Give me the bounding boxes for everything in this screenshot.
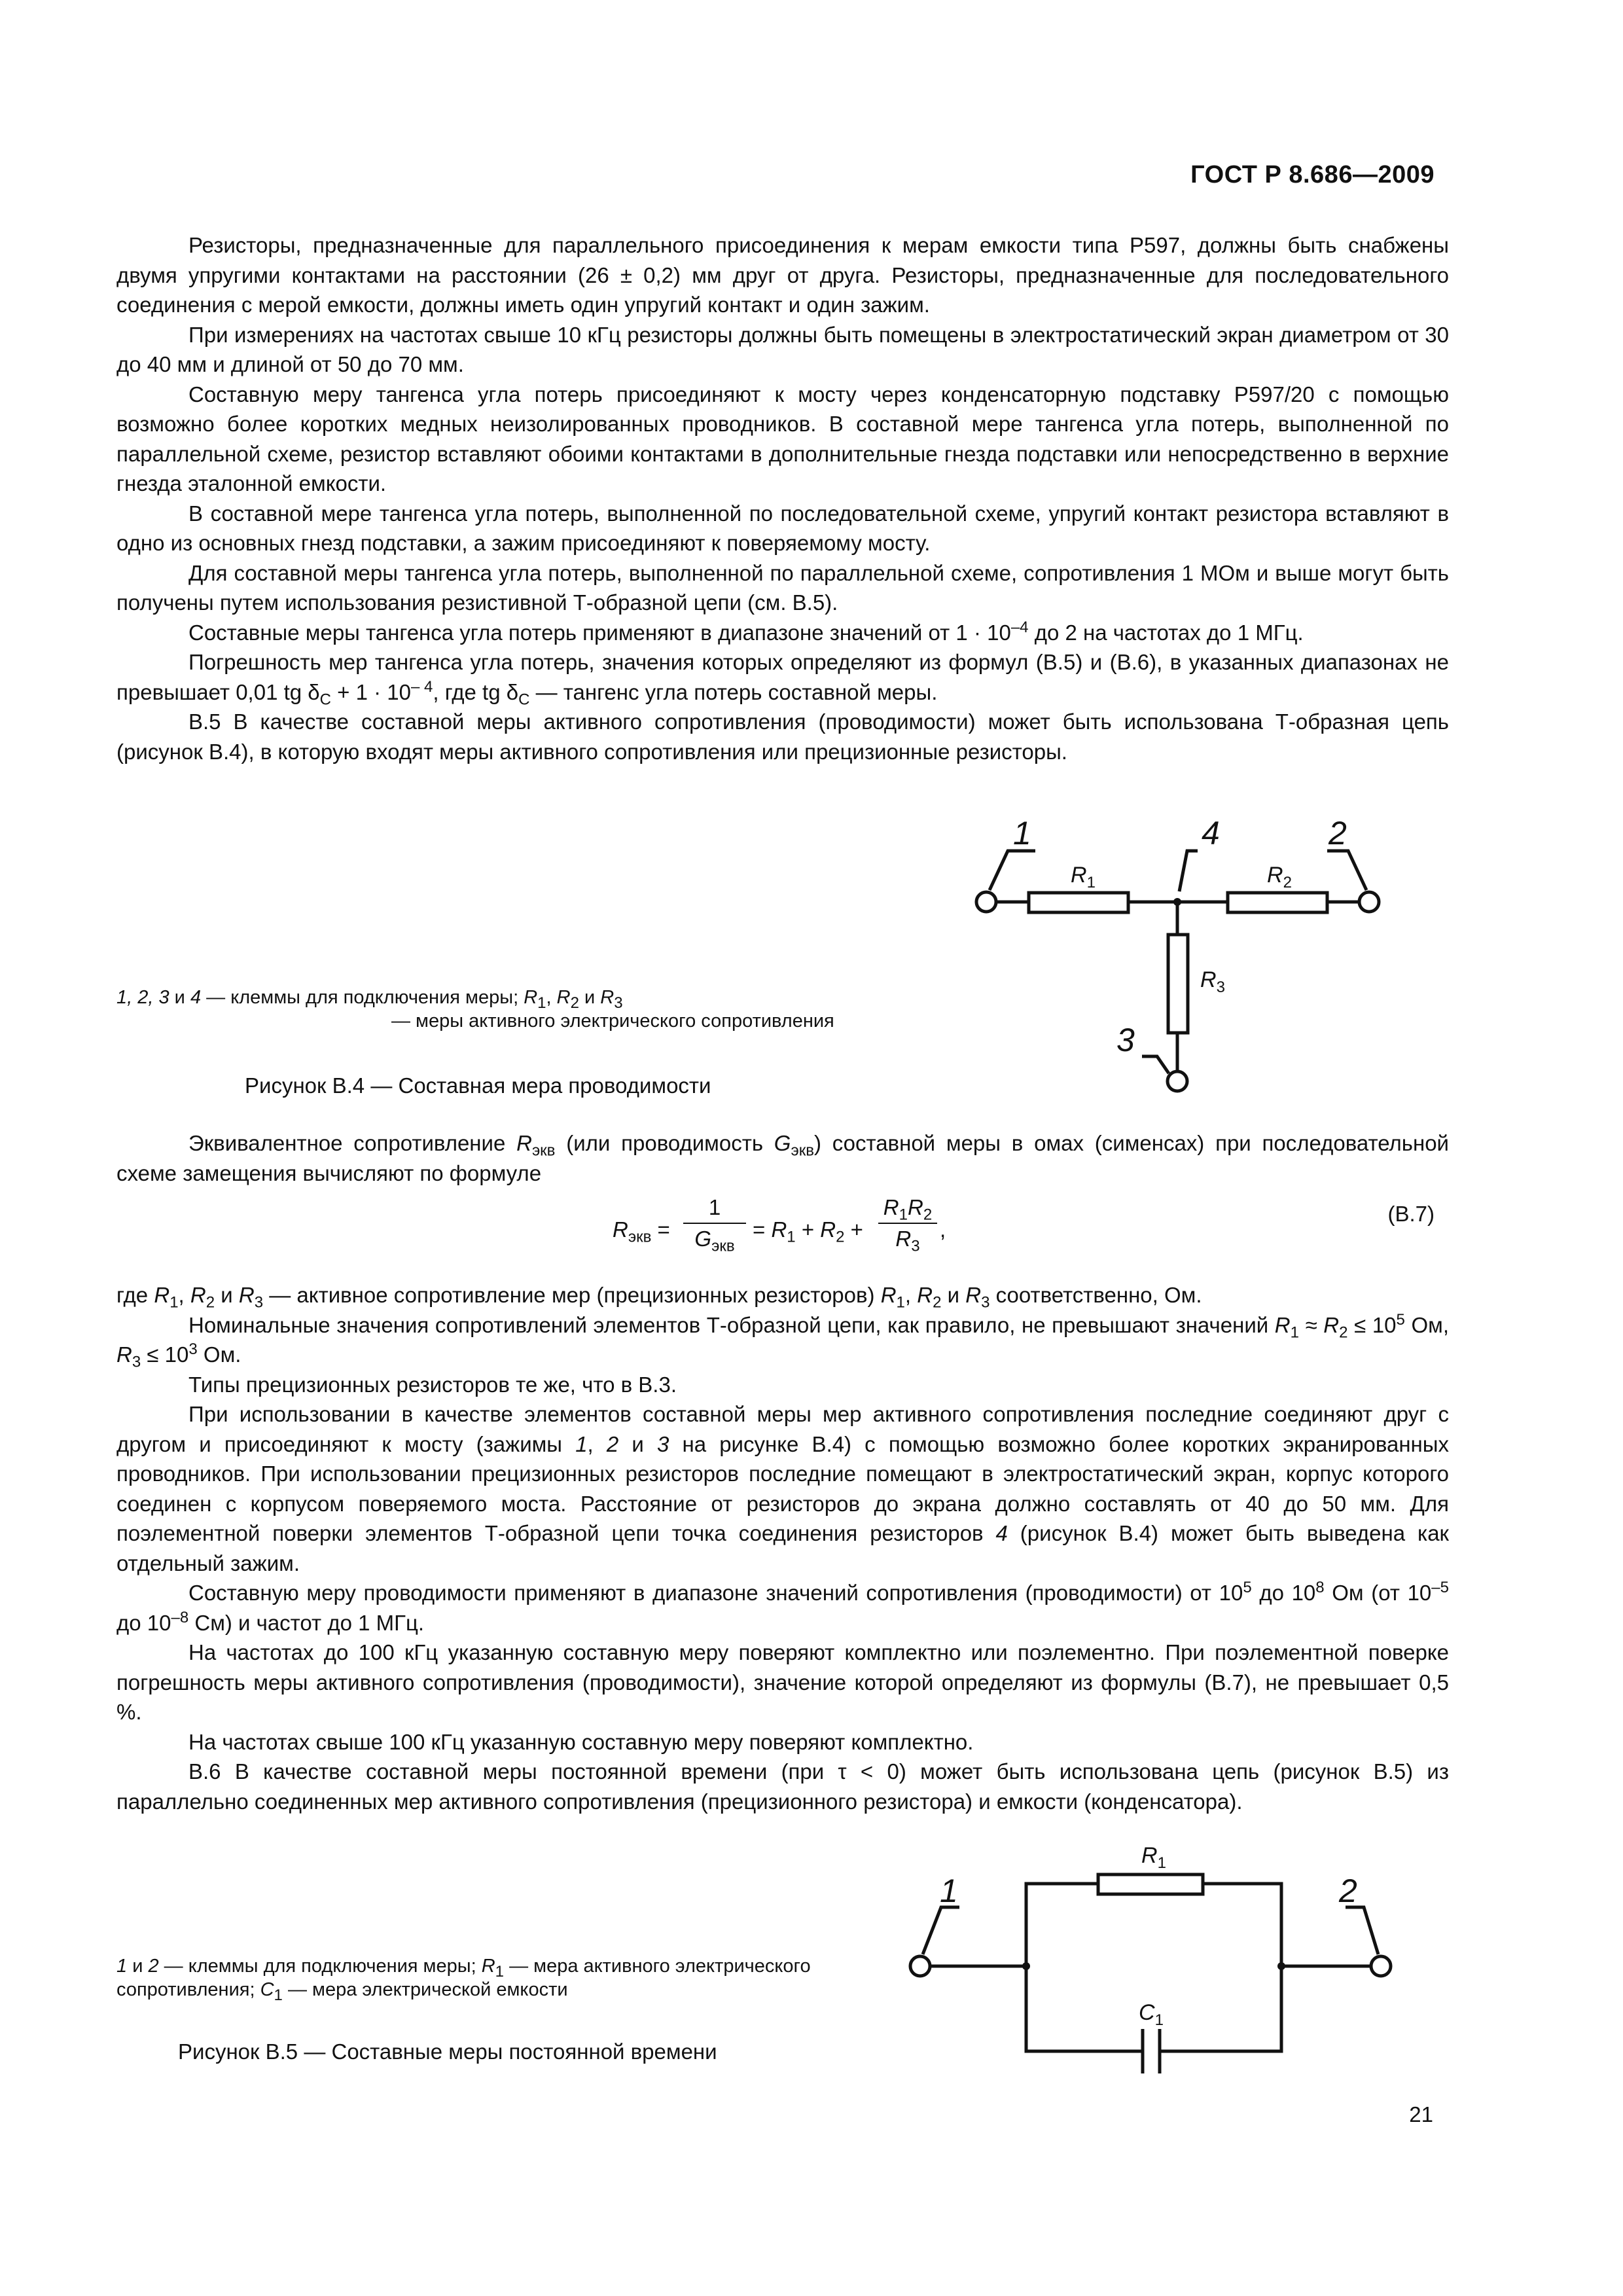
label-1: 1 bbox=[1013, 815, 1031, 852]
resistor-r1 bbox=[1029, 893, 1128, 912]
label-4: 4 bbox=[1202, 815, 1220, 852]
label-r3: $R_3$ bbox=[1200, 967, 1225, 996]
label-2: 2 bbox=[1329, 815, 1347, 852]
figure-b5-diagram bbox=[910, 1874, 1391, 2073]
fraction-1: 1 $G_{экв}$ bbox=[683, 1195, 746, 1251]
resistor-r3 bbox=[1168, 935, 1188, 1033]
paragraph: На частотах свыше 100 кГц указанную составную меру поверяют комплектно. bbox=[188, 1729, 974, 1754]
label-r2: $R_2$ bbox=[1267, 863, 1292, 891]
resistor-r2 bbox=[1228, 893, 1327, 912]
terminal-2 bbox=[1359, 892, 1379, 912]
figure-b4-legend: 1, 2, 3 и 4 — клеммы для подключения меры; $R_1$, $R_2$ и $R_3$ — меры активного электрического сопротивления bbox=[116, 987, 834, 1031]
label-1: 1 bbox=[940, 1873, 958, 1909]
resistor-r1 bbox=[1098, 1874, 1203, 1894]
paragraph: Номинальные значения сопротивлений элементов Т-образной цепи, как правило, не превышают значений $R_1 \approx R_2 \le 10^5$ Ом, $R_3 \le 10^3$ Ом. bbox=[116, 1310, 1450, 1371]
paragraph: Для составной меры тангенса угла потерь, выполненной по параллельной схеме, сопротивления 1 МОм и выше могут быть получены путем использования резистивной Т-образной цепи (см. В.5). bbox=[116, 560, 1449, 615]
paragraph: При использовании в качестве элементов составной меры мер активного сопротивления последние соединяют друг с другом и присоединяют к мосту (зажимы 1, 2 и 3 на рисунке В.4) с помощью возможно более коротких экранированных проводников. При использовании прецизионных резисторов последние помещают в электростатический экран, корпус которого соединен с корпусом поверяемого моста. Расстояние от резисторов до экрана должно составлять от 40 до 50 мм. Для поэлементной поверки элементов Т-образной цепи точка соединения резисторов 4 (рисунок В.4) может быть выведена как отдельный зажим. bbox=[116, 1402, 1450, 1575]
paragraph: Погрешность мер тангенса угла потерь, значения которых определяют из формул (В.5) и (В.6), в указанных диапазонах не превышает 0,01 tg $\delta_C + 1 \cdot 10^{- 4}$, где tg $\delta_C$ — тангенс угла потерь составной меры. bbox=[116, 650, 1449, 709]
paragraph: В составной мере тангенса угла потерь, выполненной по последовательной схеме, упругий контакт резистора вставляют в одно из основных гнезд подставки, а зажим присоединяют к поверяемому мосту. bbox=[116, 501, 1449, 555]
label-c1: $C_1$ bbox=[1139, 2000, 1164, 2029]
terminal-1 bbox=[910, 1956, 930, 1976]
figure-b5-labels bbox=[940, 1843, 1357, 2029]
paragraph: Составные меры тангенса угла потерь применяют в диапазоне значений от $1 \cdot 10^{-4}$ до 2 на частотах до 1 МГц. bbox=[188, 618, 1304, 645]
figure-b4-title: Рисунок В.4 — Составная мера проводимости bbox=[245, 1073, 711, 1098]
paragraph: Составную меру тангенса угла потерь присоединяют к мосту через конденсаторную подставку Р597/20 с помощью возможно более коротких медных неизолированных проводников. В составной мере тангенса угла потерь, выполненной по параллельной схеме, резистор вставляют обоими контактами в дополнительные гнезда подставки или непосредственно в верхние гнезда эталонной емкости. bbox=[116, 382, 1449, 495]
page-number: 21 bbox=[1409, 2102, 1433, 2126]
terminal-1 bbox=[976, 892, 996, 912]
formula-number: (В.7) bbox=[1387, 1202, 1435, 1226]
label-r1: $R_1$ bbox=[1141, 1843, 1166, 1872]
figure-b5-legend: 1 и 2 — клеммы для подключения меры; $R_1$ — мера активного электрического сопротивления; $C_1$ — мера электрической емкости bbox=[116, 1956, 811, 2004]
figure-b4-diagram bbox=[976, 851, 1379, 1091]
figure-b5-title: Рисунок В.5 — Составные меры постоянной времени bbox=[178, 2039, 717, 2064]
formula-b7: $R_{экв}$ = 1 $G_{экв}$ = $R_1 + R_2$ + $R_1R_2$ $R_3$ , (В.7) bbox=[613, 1195, 1435, 1255]
paragraph: где $R_1$, $R_2$ и $R_3$ — активное сопротивление мер (прецизионных резисторов) $R_1$, $R_2$ и $R_3$ соответственно, Ом. bbox=[116, 1283, 1202, 1312]
terminal-3 bbox=[1168, 1071, 1187, 1091]
paragraph: Составную меру проводимости применяют в диапазоне значений сопротивления (проводимости) от $10^5$ до $10^8$ Ом (от $10^{-5}$ до $10^{-8}$ См) и частот до 1 МГц. bbox=[116, 1579, 1449, 1635]
label-3: 3 bbox=[1116, 1022, 1135, 1058]
junction-point-4 bbox=[1173, 898, 1181, 906]
paragraph: Резисторы, предназначенные для параллельного присоединения к мерам емкости типа Р597, должны быть снабжены двумя упругими контактами на расстоянии (26 ± 0,2) мм друг от друга. Резисторы, предназначенные для последовательного соединения с мерой емкости, должны иметь один упругий контакт и один зажим. bbox=[116, 233, 1449, 317]
label-2: 2 bbox=[1339, 1873, 1357, 1909]
fraction-2: $R_1R_2$ $R_3$ bbox=[878, 1195, 937, 1251]
paragraph: В.6 В качестве составной меры постоянной времени (при τ < 0) может быть использована цепь (рисунок В.5) из параллельно соединенных мер активного сопротивления (прецизионного резистора) и емкости (конденсатора). bbox=[116, 1759, 1449, 1814]
paragraph: При измерениях на частотах свыше 10 кГц резисторы должны быть помещены в электростатический экран диаметром от 30 до 40 мм и длиной от 50 до 70 мм. bbox=[116, 322, 1449, 376]
terminal-2 bbox=[1371, 1956, 1391, 1976]
paragraph: В.5 В качестве составной меры активного сопротивления (проводимости) может быть использована Т-образная цепь (рисунок В.4), в которую входят меры активного сопротивления или прецизионные резисторы. bbox=[116, 709, 1449, 764]
paragraph: Эквивалентное сопротивление $R_{экв}$ (или проводимость $G_{экв}$) составной меры в омах (сименсах) при последовательной схеме замещения вычисляют по формуле bbox=[116, 1131, 1449, 1185]
paragraph: Типы прецизионных резисторов те же, что в В.3. bbox=[188, 1372, 677, 1397]
document-code: ГОСТ Р 8.686—2009 bbox=[1190, 161, 1435, 188]
paragraph: На частотах до 100 кГц указанную составную меру поверяют комплектно или поэлементно. При поэлементной поверке погрешность меры активного сопротивления (проводимости), значение которой определяют из формулы (В.7), не превышает 0,5 %. bbox=[116, 1640, 1449, 1724]
figure-b4-labels bbox=[1013, 815, 1347, 1058]
label-r1: $R_1$ bbox=[1071, 863, 1096, 891]
